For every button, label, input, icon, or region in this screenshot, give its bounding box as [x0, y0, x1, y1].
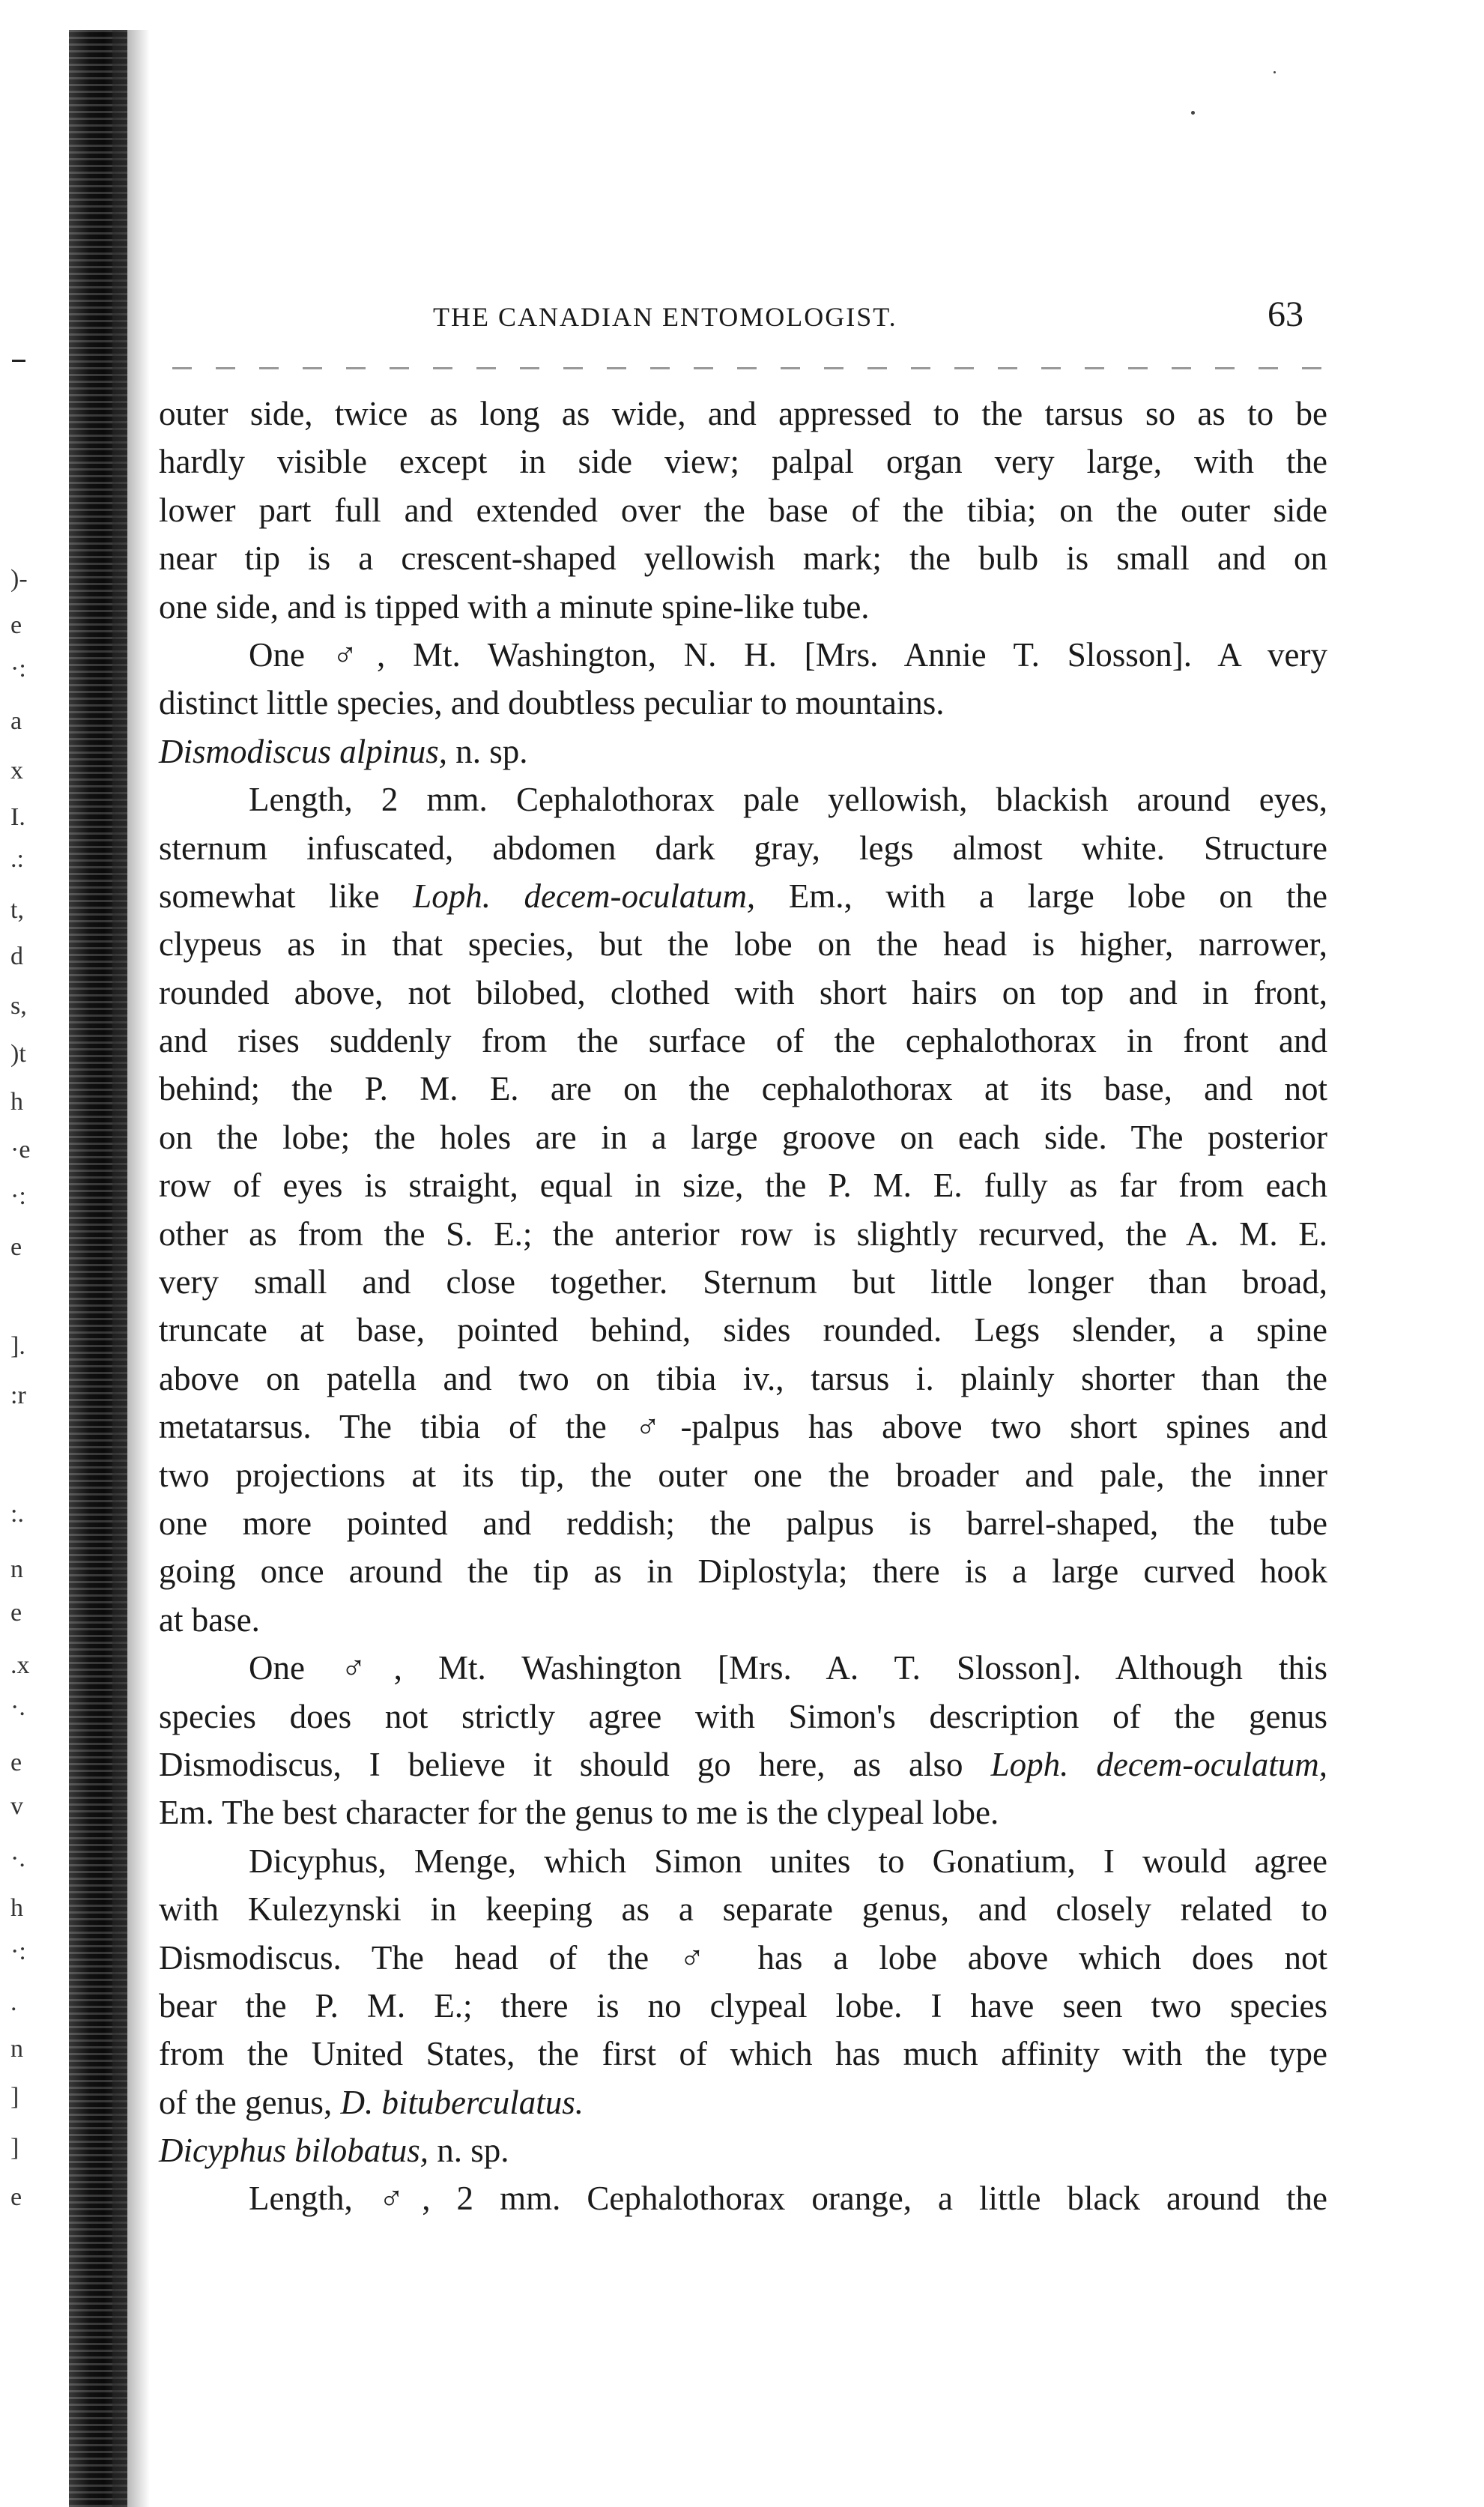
- text-line: [159, 1788, 1327, 1836]
- margin-fragment: n: [10, 2035, 23, 2063]
- article-body: [159, 390, 1327, 2223]
- species-heading: [159, 2126, 1327, 2174]
- text-line: [159, 1837, 1327, 1885]
- text-line: [159, 1113, 1327, 1161]
- text-line: [159, 969, 1327, 1017]
- text-line: [159, 1258, 1327, 1306]
- margin-fragment: ·:: [10, 655, 26, 683]
- text-line: [159, 1499, 1327, 1547]
- margin-fragment: ·:: [10, 1938, 26, 1965]
- text-line: [159, 1547, 1327, 1595]
- text-segment: at base.: [159, 1600, 260, 1639]
- running-head: [150, 294, 1348, 343]
- page-number: 63: [1268, 294, 1303, 334]
- margin-fragment: e: [10, 1749, 22, 1776]
- text-line: [159, 1306, 1327, 1354]
- margin-fragment: ].: [10, 1332, 25, 1360]
- text-segment: metatarsus. The tibia of the ♂-palpus has above two short spines and: [159, 1408, 1327, 1446]
- margin-fragment: )t: [10, 1040, 26, 1068]
- text-segment: hardly visible except in side view; palpal organ very large, with the: [159, 443, 1327, 481]
- text-line: [159, 1644, 1327, 1692]
- text-segment: behind; the P. M. E. are on the cephalothorax at its base, and not: [159, 1070, 1327, 1108]
- italic-name: Dismodiscus alpinus,: [159, 732, 448, 770]
- margin-fragment: ·.: [10, 1693, 25, 1721]
- margin-fragment: ·.: [10, 1845, 25, 1872]
- text-line: [159, 390, 1327, 438]
- margin-fragment: ·:: [10, 1182, 26, 1210]
- margin-fragment: t,: [10, 896, 24, 924]
- text-line: [159, 486, 1327, 534]
- text-segment: Length, 2 mm. Cephalothorax pale yellowish, blackish around eyes,: [249, 781, 1327, 819]
- text-line: [159, 534, 1327, 582]
- text-segment: with Kulezynski in keeping as a separate genus, and closely related to: [159, 1890, 1327, 1929]
- margin-fragment: v: [10, 1792, 23, 1820]
- text-line: [159, 775, 1327, 823]
- text-segment: from the United States, the first of which has much affinity with the type: [159, 2035, 1327, 2073]
- text-segment: Length, ♂, 2 mm. Cephalothorax orange, a little black around the: [249, 2180, 1327, 2218]
- paper-speck: [1273, 71, 1276, 73]
- text-line: [159, 1741, 1327, 1788]
- text-line: [159, 1982, 1327, 2030]
- text-line: [159, 1355, 1327, 1403]
- text-segment: Em. The best character for the genus to me is the clypeal lobe.: [159, 1794, 999, 1832]
- margin-fragment: ·e: [10, 1136, 31, 1164]
- text-line: [159, 583, 1327, 631]
- text-line: [159, 920, 1327, 968]
- margin-fragment: ]: [10, 2083, 19, 2111]
- header-rule: [172, 367, 1341, 369]
- paper-speck: [1191, 111, 1195, 115]
- margin-fragment: d: [10, 943, 23, 970]
- margin-fragment: a: [10, 707, 22, 735]
- italic-name: Dicyphus bilobatus,: [159, 2132, 428, 2170]
- margin-fragment: I.: [10, 803, 25, 831]
- text-segment: other as from the S. E.; the anterior row is slightly recurved, the A. M. E.: [159, 1215, 1327, 1253]
- margin-fragment: n: [10, 1555, 23, 1583]
- text-line: [159, 1210, 1327, 1258]
- text-line: [159, 824, 1327, 872]
- italic-name: D. bituberculatus.: [340, 2083, 584, 2121]
- text-segment: one side, and is tipped with a minute spine-like tube.: [159, 587, 870, 626]
- text-line: [159, 1885, 1327, 1933]
- margin-fragment: )-: [10, 565, 28, 593]
- text-segment: n. sp.: [447, 732, 528, 770]
- text-segment: Em., with a large lobe on the: [755, 877, 1327, 915]
- text-line: [159, 631, 1327, 679]
- text-segment: Dicyphus, Menge, which Simon unites to Gonatium, I would agree: [249, 1842, 1327, 1880]
- margin-fragment: .: [10, 1989, 17, 2016]
- margin-fragment: e: [10, 2183, 22, 2211]
- journal-title: THE CANADIAN ENTOMOLOGIST.: [433, 302, 897, 332]
- text-segment: going once around the tip as in Diplostyla; there is a large curved hook: [159, 1552, 1327, 1591]
- text-segment: clypeus as in that species, but the lobe on the head is higher, narrower,: [159, 925, 1327, 964]
- text-segment: lower part full and extended over the base of the tibia; on the outer side: [159, 491, 1327, 529]
- binding-gradient: [112, 30, 150, 2507]
- margin-fragment: s,: [10, 992, 27, 1020]
- text-segment: distinct little species, and doubtless peculiar to mountains.: [159, 684, 945, 722]
- margin-fragment: h: [10, 1894, 23, 1922]
- italic-name: Loph. decem-oculatum,: [413, 877, 756, 915]
- margin-fragment: e: [10, 1233, 22, 1261]
- margin-fragment: .x: [10, 1651, 30, 1679]
- text-segment: somewhat like: [159, 877, 414, 915]
- margin-fragment: h: [10, 1088, 23, 1116]
- text-line: [159, 1596, 1327, 1644]
- facing-page-margin: [10, 0, 55, 2507]
- text-segment: one more pointed and reddish; the palpus is barrel-shaped, the tube: [159, 1504, 1327, 1542]
- text-segment: Dismodiscus. The head of the ♂ has a lobe above which does not: [159, 1938, 1327, 1977]
- margin-fragment: ]: [10, 2134, 19, 2162]
- text-line: [159, 1017, 1327, 1065]
- text-segment: and rises suddenly from the surface of the cephalothorax in front and: [159, 1022, 1327, 1060]
- margin-fragment: :.: [10, 1500, 24, 1528]
- text-line: [159, 2078, 1327, 2126]
- text-segment: above on patella and two on tibia iv., tarsus i. plainly shorter than the: [159, 1359, 1327, 1397]
- margin-fragment: .:: [10, 845, 24, 873]
- text-line: [159, 679, 1327, 727]
- text-line: [159, 1403, 1327, 1451]
- margin-fragment: e: [10, 1599, 22, 1627]
- text-segment: on the lobe; the holes are in a large groove on each side. The posterior: [159, 1118, 1327, 1156]
- text-segment: of the genus,: [159, 2083, 341, 2121]
- text-line: [159, 1693, 1327, 1741]
- margin-fragment: :r: [10, 1382, 26, 1409]
- text-line: [159, 2174, 1327, 2222]
- species-heading: [159, 728, 1327, 775]
- text-segment: Dismodiscus, I believe it should go here, as also: [159, 1745, 991, 1783]
- text-line: [159, 2030, 1327, 2078]
- margin-dash: [12, 360, 25, 362]
- text-segment: truncate at base, pointed behind, sides rounded. Legs slender, a spine: [159, 1311, 1327, 1349]
- text-line: [159, 1451, 1327, 1499]
- text-segment: very small and close together. Sternum but little longer than broad,: [159, 1263, 1327, 1301]
- text-segment: sternum infuscated, abdomen dark gray, legs almost white. Structure: [159, 829, 1327, 867]
- text-segment: near tip is a crescent-shaped yellowish mark; the bulb is small and on: [159, 539, 1327, 578]
- text-line: [159, 1934, 1327, 1982]
- text-line: [159, 438, 1327, 486]
- text-segment: two projections at its tip, the outer one the broader and pale, the inner: [159, 1456, 1327, 1494]
- text-segment: rounded above, not bilobed, clothed with short hairs on top and in front,: [159, 973, 1327, 1011]
- text-segment: n. sp.: [428, 2132, 509, 2170]
- margin-fragment: x: [10, 757, 23, 784]
- text-segment: row of eyes is straight, equal in size, the P. M. E. fully as far from each: [159, 1167, 1327, 1205]
- text-segment: outer side, twice as long as wide, and appressed to the tarsus so as to be: [159, 395, 1327, 432]
- text-line: [159, 1065, 1327, 1113]
- text-segment: species does not strictly agree with Simon's description of the genus: [159, 1697, 1327, 1735]
- text-segment: bear the P. M. E.; there is no clypeal lobe. I have seen two species: [159, 1986, 1327, 2024]
- margin-fragment: e: [10, 611, 22, 639]
- italic-name: Loph. decem-oculatum,: [990, 1745, 1327, 1783]
- text-line: [159, 1161, 1327, 1209]
- text-segment: One ♂, Mt. Washington [Mrs. A. T. Slosson]. Although this: [249, 1649, 1327, 1687]
- text-line: [159, 872, 1327, 920]
- text-segment: One ♂, Mt. Washington, N. H. [Mrs. Annie T. Slosson]. A very: [249, 635, 1327, 674]
